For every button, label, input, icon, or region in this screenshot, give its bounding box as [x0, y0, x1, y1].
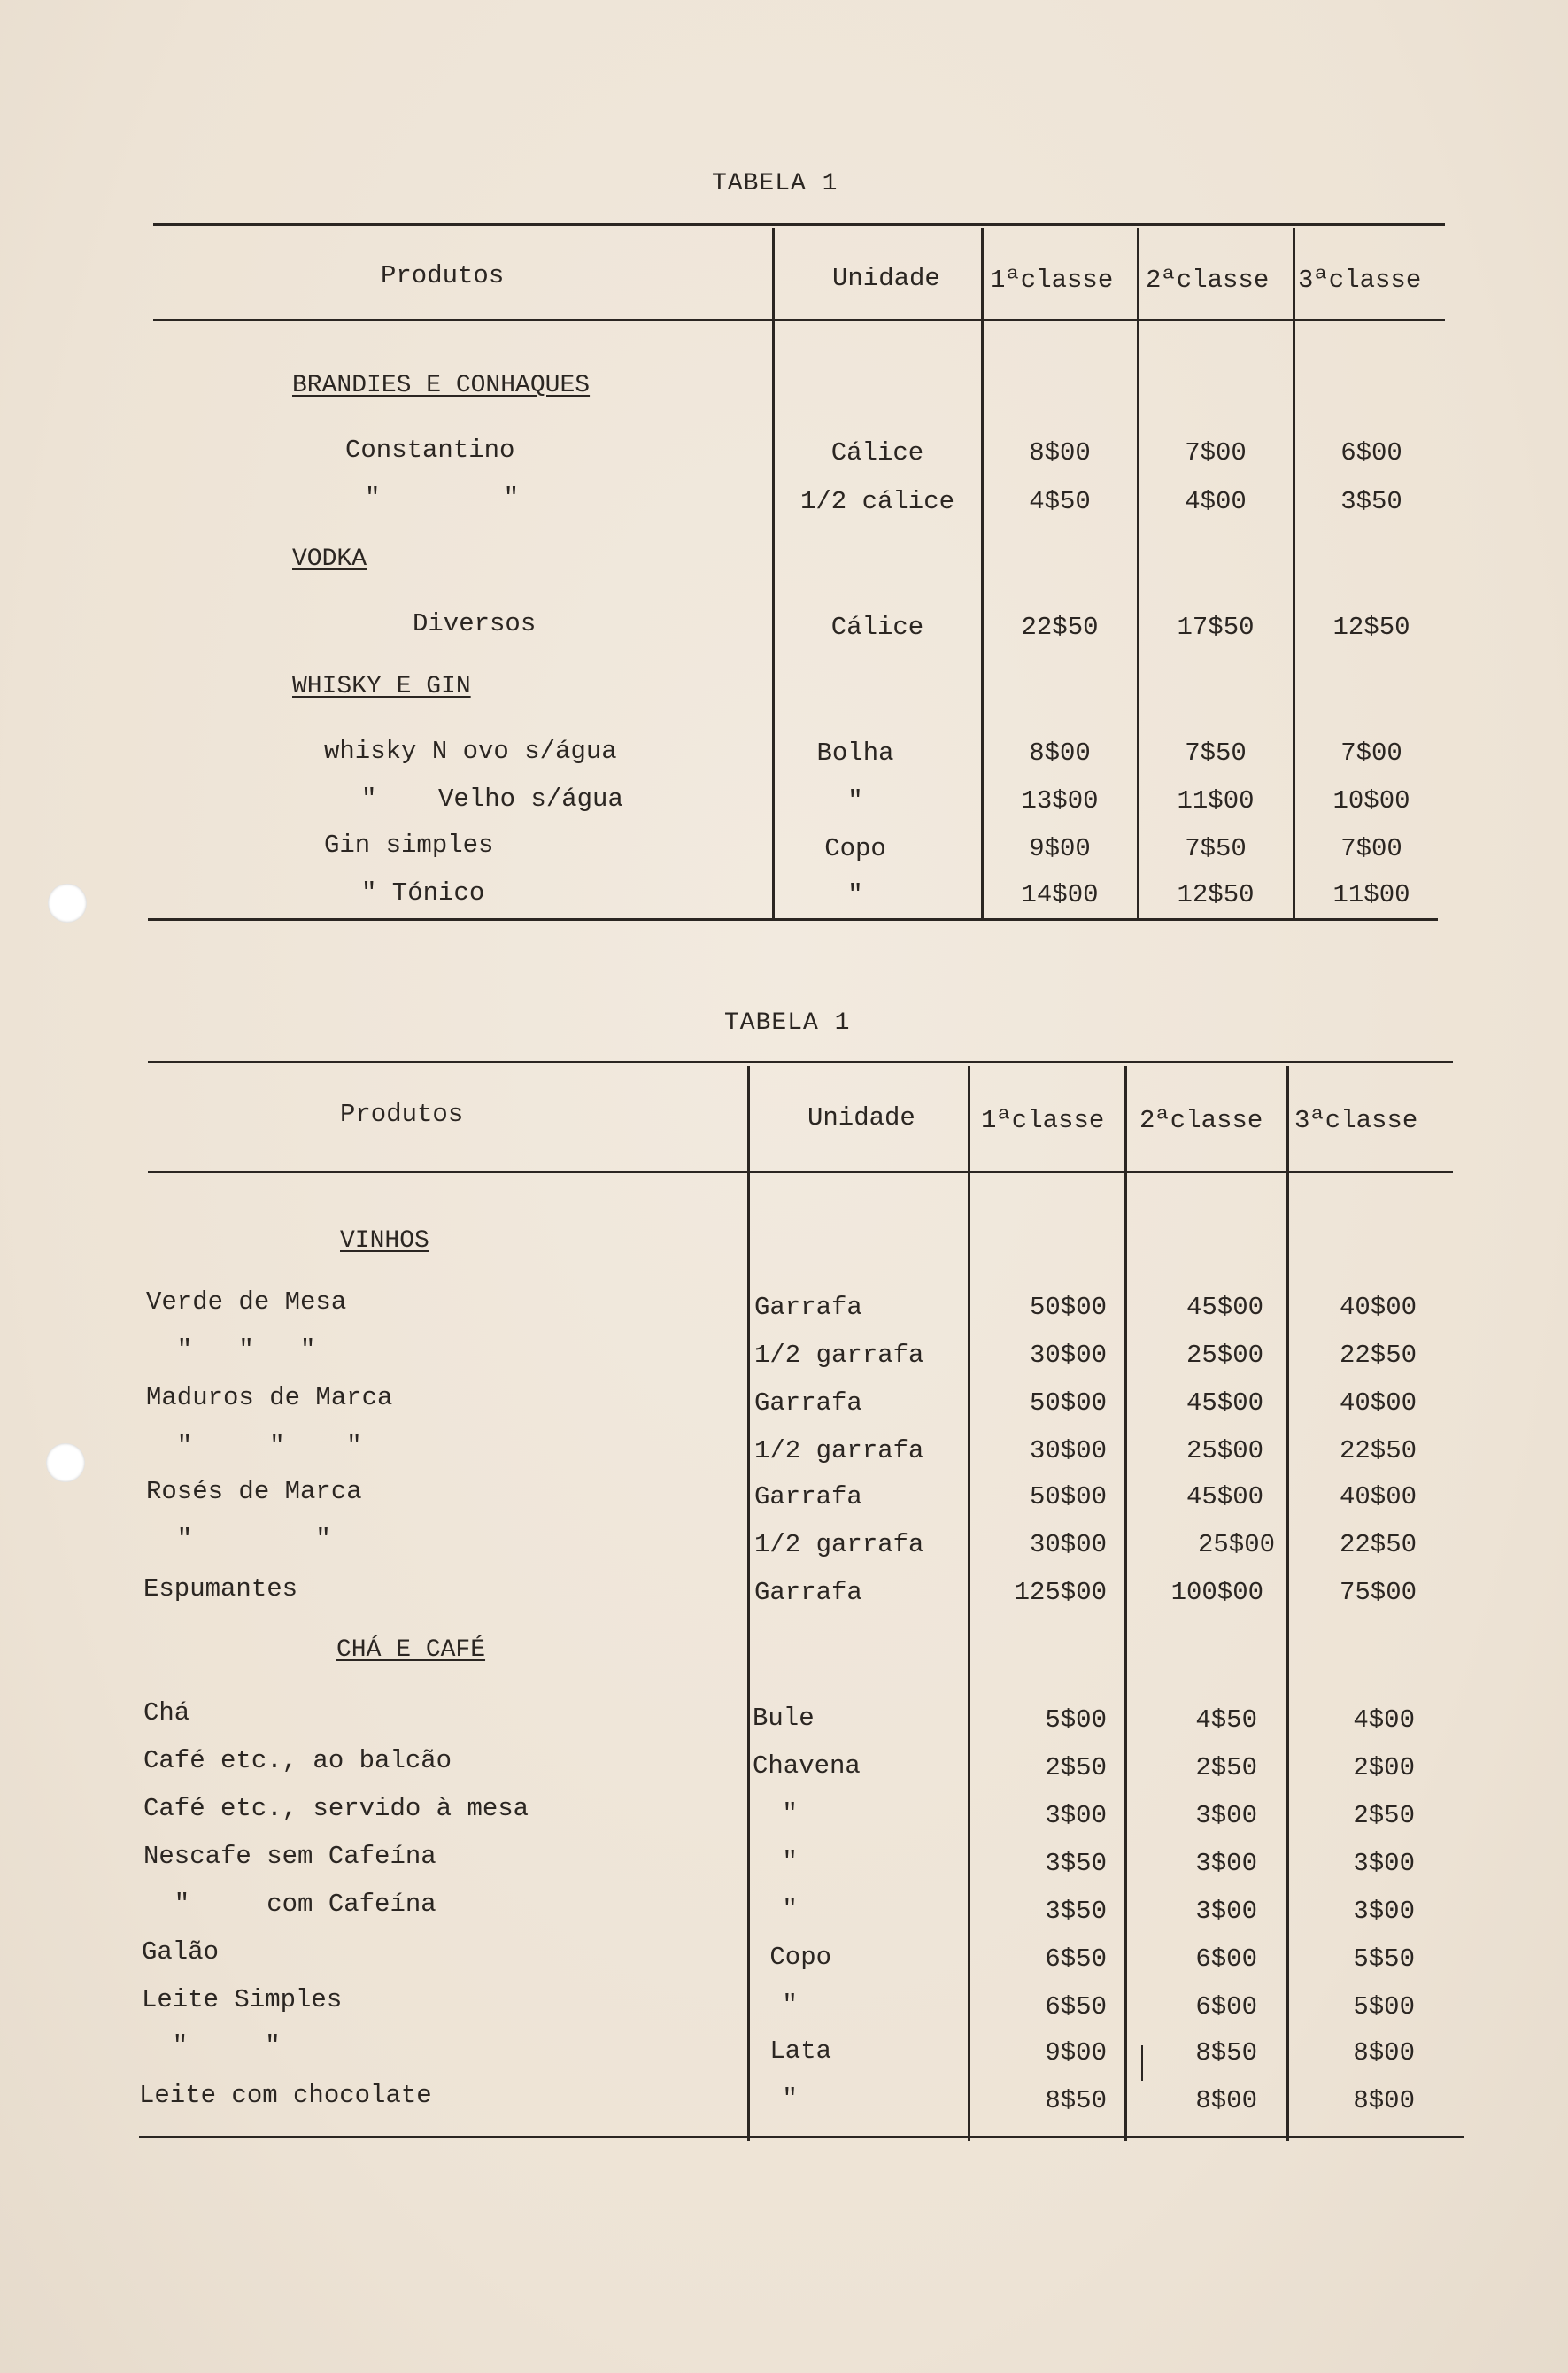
table-row-unidade: ": [847, 786, 863, 815]
table-row-3classe: 2$00: [1353, 1753, 1415, 1782]
table-row-3classe: 40$00: [1339, 1482, 1417, 1511]
table-row-produto: " ": [146, 1525, 331, 1554]
table-row-3classe: 40$00: [1339, 1388, 1417, 1418]
table-row-unidade: 1/2 cálice: [799, 487, 955, 516]
table-row-produto: Leite com chocolate: [139, 2081, 432, 2110]
table-row-produto: " " ": [146, 1431, 362, 1460]
table-row-3classe: 2$50: [1353, 1801, 1415, 1830]
table-row-3classe: 5$50: [1353, 1944, 1415, 1974]
table-row-3classe: 22$50: [1339, 1341, 1417, 1370]
table-row-1classe: 8$00: [1029, 438, 1091, 468]
table-row-produto: " ": [142, 2031, 281, 2060]
table1-col-divider: [772, 228, 775, 921]
table1-header-produtos: Produtos: [381, 261, 505, 290]
table-row-3classe: 6$00: [1340, 438, 1402, 468]
table-row-unidade: Bolha: [816, 738, 894, 768]
table1-col-divider: [1137, 228, 1139, 921]
table-row-2classe: 6$00: [1195, 1992, 1257, 2021]
table-row-unidade: Garrafa: [754, 1388, 862, 1418]
table-row-2classe: 3$00: [1195, 1897, 1257, 1926]
table-row-unidade: Chavena: [753, 1751, 861, 1781]
stray-mark: [1141, 2045, 1143, 2081]
table2-header-1classe: 1ªclasse: [981, 1106, 1105, 1135]
table-row-produto: Espumantes: [143, 1574, 298, 1604]
table-row-2classe: 45$00: [1186, 1482, 1263, 1511]
table-row-3classe: 5$00: [1353, 1992, 1415, 2021]
table-row-1classe: 125$00: [1014, 1578, 1107, 1607]
table-row-unidade: Garrafa: [754, 1578, 862, 1607]
table-row-2classe: 17$50: [1177, 613, 1255, 642]
table-row-produto: Leite Simples: [142, 1985, 343, 2014]
table-row-1classe: 13$00: [1021, 786, 1099, 815]
table2-col-divider: [747, 1066, 750, 2141]
table-row-produto: Café etc., servido à mesa: [143, 1794, 529, 1823]
table-row-produto: Constantino: [345, 436, 515, 465]
table-row-1classe: 8$50: [1045, 2086, 1107, 2115]
table-row-3classe: 10$00: [1332, 786, 1410, 815]
table1-bottom-rule: [148, 918, 1438, 921]
table-row-unidade: ": [767, 1990, 798, 2020]
table-row-produto: whisky N ovo s/água: [324, 737, 617, 766]
table-row-3classe: 22$50: [1339, 1436, 1417, 1465]
table1-section-brandies: BRANDIES E CONHAQUES: [292, 372, 591, 399]
table2-section-cha-cafe: CHÁ E CAFÉ: [336, 1636, 486, 1664]
table-row-2classe: 25$00: [1186, 1341, 1263, 1370]
table1-col-divider: [1293, 228, 1295, 921]
table-row-2classe: 3$00: [1195, 1801, 1257, 1830]
table-row-1classe: 5$00: [1045, 1705, 1107, 1735]
table-row-unidade: 1/2 garrafa: [754, 1530, 924, 1559]
table-row-produto: Maduros de Marca: [146, 1383, 393, 1412]
table-row-2classe: 2$50: [1195, 1753, 1257, 1782]
table1-header-unidade: Unidade: [832, 264, 940, 293]
table-row-2classe: 7$50: [1185, 834, 1247, 863]
table-row-unidade: Bule: [753, 1704, 815, 1733]
table-row-3classe: 4$00: [1353, 1705, 1415, 1735]
table-row-unidade: ": [767, 1799, 798, 1828]
table2-col-divider: [1124, 1066, 1127, 2141]
table-row-unidade: Garrafa: [754, 1293, 862, 1322]
table-row-2classe: 12$50: [1177, 880, 1255, 909]
table-row-1classe: 6$50: [1045, 1992, 1107, 2021]
table-row-2classe: 6$00: [1195, 1944, 1257, 1974]
table-row-1classe: 50$00: [1029, 1482, 1107, 1511]
table-row-3classe: 3$00: [1353, 1897, 1415, 1926]
table-row-produto: Galão: [142, 1937, 220, 1967]
table-row-produto: " ": [365, 483, 520, 513]
table1-header-2classe: 2ªclasse: [1146, 266, 1270, 295]
table-row-1classe: 9$00: [1029, 834, 1091, 863]
table-row-produto: Café etc., ao balcão: [143, 1746, 452, 1775]
table-row-produto: " " ": [146, 1335, 316, 1364]
table-row-1classe: 30$00: [1029, 1436, 1107, 1465]
table-row-3classe: 22$50: [1339, 1530, 1417, 1559]
table-row-2classe: 100$00: [1170, 1578, 1263, 1607]
table2-caption: TABELA 1: [724, 1009, 851, 1037]
table-row-unidade: Lata: [754, 2037, 832, 2066]
table-row-1classe: 30$00: [1029, 1530, 1107, 1559]
table-row-1classe: 3$50: [1045, 1849, 1107, 1878]
table-row-1classe: 9$00: [1045, 2038, 1107, 2068]
table-row-2classe: 4$50: [1195, 1705, 1257, 1735]
table-row-unidade: Copo: [754, 1943, 832, 1972]
table-row-1classe: 50$00: [1029, 1388, 1107, 1418]
table2-header-2classe: 2ªclasse: [1139, 1106, 1263, 1135]
table-row-produto: Chá: [143, 1698, 190, 1728]
table-row-1classe: 50$00: [1029, 1293, 1107, 1322]
table-row-produto: " Tónico: [361, 878, 485, 908]
table-row-2classe: 8$50: [1195, 2038, 1257, 2068]
table2-header-unidade: Unidade: [807, 1103, 915, 1132]
table1-section-whisky: WHISKY E GIN: [292, 673, 471, 700]
table-row-3classe: 8$00: [1353, 2038, 1415, 2068]
table-row-2classe: 7$50: [1185, 738, 1247, 768]
table-row-unidade: Cálice: [830, 438, 924, 468]
table2-header-rule: [148, 1171, 1453, 1173]
table-row-produto: " Velho s/água: [361, 785, 623, 814]
table-row-1classe: 4$50: [1029, 487, 1091, 516]
table-row-1classe: 6$50: [1045, 1944, 1107, 1974]
table-row-3classe: 3$50: [1340, 487, 1402, 516]
table1-top-rule: [153, 223, 1445, 226]
table-row-unidade: ": [767, 2084, 798, 2114]
table1-header-1classe: 1ªclasse: [990, 266, 1114, 295]
table-row-unidade: ": [767, 1895, 798, 1924]
table2-bottom-rule: [139, 2136, 1464, 2138]
table2-top-rule: [148, 1061, 1453, 1063]
table-row-produto: Diversos: [413, 609, 537, 638]
table2-col-divider: [968, 1066, 970, 2141]
table-row-3classe: 40$00: [1339, 1293, 1417, 1322]
table-row-produto: " com Cafeína: [143, 1890, 436, 1919]
table-row-2classe: 3$00: [1195, 1849, 1257, 1878]
table-row-3classe: 12$50: [1332, 613, 1410, 642]
table-row-produto: Verde de Mesa: [146, 1287, 347, 1317]
table1-col-divider: [981, 228, 984, 921]
table-row-unidade: 1/2 garrafa: [754, 1341, 924, 1370]
table-row-unidade: 1/2 garrafa: [754, 1436, 924, 1465]
table-row-1classe: 14$00: [1021, 880, 1099, 909]
table1-caption: TABELA 1: [712, 170, 838, 197]
table-row-1classe: 3$50: [1045, 1897, 1107, 1926]
table-row-produto: Gin simples: [324, 831, 494, 860]
table-row-1classe: 22$50: [1021, 613, 1099, 642]
table1-header-rule: [153, 319, 1445, 321]
table-row-2classe: 45$00: [1186, 1388, 1263, 1418]
punch-hole: [46, 1443, 85, 1482]
table-row-2classe: 45$00: [1186, 1293, 1263, 1322]
table-row-1classe: 2$50: [1045, 1753, 1107, 1782]
table2-header-produtos: Produtos: [340, 1100, 464, 1129]
table1-section-vodka: VODKA: [292, 545, 367, 573]
table-row-2classe: 4$00: [1185, 487, 1247, 516]
table-row-2classe: 25$00: [1186, 1436, 1263, 1465]
table-row-1classe: 30$00: [1029, 1341, 1107, 1370]
table-row-2classe: 25$00: [1197, 1530, 1275, 1559]
table-row-1classe: 3$00: [1045, 1801, 1107, 1830]
table-row-3classe: 11$00: [1332, 880, 1410, 909]
table-row-3classe: 3$00: [1353, 1849, 1415, 1878]
table-row-2classe: 11$00: [1177, 786, 1255, 815]
table-row-unidade: ": [847, 880, 863, 909]
table1-header-3classe: 3ªclasse: [1298, 266, 1422, 295]
table-row-2classe: 8$00: [1195, 2086, 1257, 2115]
table-row-produto: Rosés de Marca: [146, 1477, 362, 1506]
table-row-unidade: ": [767, 1847, 798, 1876]
table-row-produto: Nescafe sem Cafeína: [143, 1842, 436, 1871]
table-row-3classe: 7$00: [1340, 834, 1402, 863]
table-row-3classe: 75$00: [1339, 1578, 1417, 1607]
table2-header-3classe: 3ªclasse: [1294, 1106, 1418, 1135]
table-row-unidade: Copo: [824, 834, 886, 863]
table-row-3classe: 7$00: [1340, 738, 1402, 768]
table-row-2classe: 7$00: [1185, 438, 1247, 468]
table2-section-vinhos: VINHOS: [340, 1227, 429, 1255]
punch-hole: [48, 884, 87, 923]
table-row-1classe: 8$00: [1029, 738, 1091, 768]
table-row-unidade: Garrafa: [754, 1482, 862, 1511]
table-row-3classe: 8$00: [1353, 2086, 1415, 2115]
table-row-unidade: Cálice: [830, 613, 924, 642]
